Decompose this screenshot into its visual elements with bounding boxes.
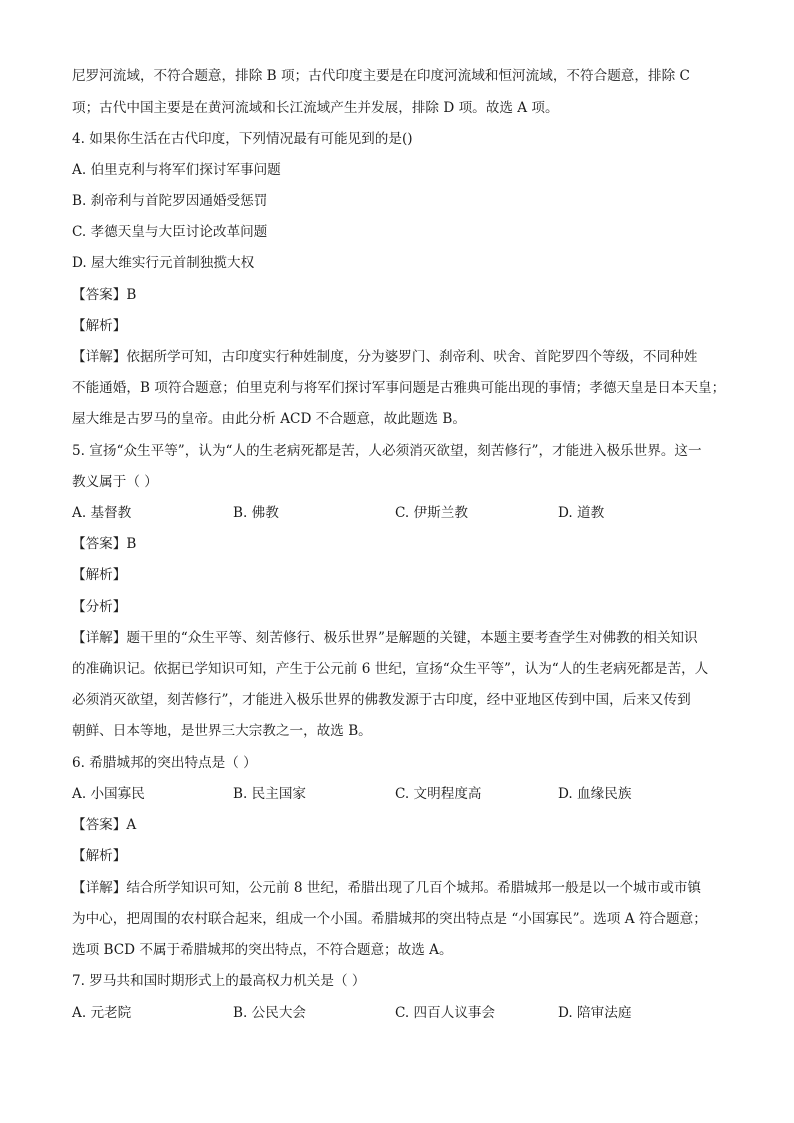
question-5-option-a: A. 基督教 (72, 505, 132, 521)
question-7-stem: 7. 罗马共和国时期形式上的最高权力机关是（ ） (72, 973, 366, 989)
question-5-detail-line: 【详解】题干里的“众生平等、刻苦修行、极乐世界”是解题的关键，本题主要考查学生对佛教的相关知识 (72, 630, 698, 646)
question-6-option-d: D. 血缘民族 (558, 786, 632, 802)
question-6-detail-line: 选项 BCD 不属于希腊城邦的突出特点，不符合题意；故选 A。 (72, 942, 453, 958)
question-5-detail-line: 必须消灭欲望，刻苦修行”，才能进入极乐世界的佛教发源于古印度，经中亚地区传到中国，后来又传到 (72, 692, 691, 708)
question-5-fenxi-heading: 【分析】 (72, 599, 127, 615)
question-7-option-d: D. 陪审法庭 (558, 1005, 632, 1021)
question-5-option-d: D. 道教 (558, 505, 605, 521)
question-6-answer: 【答案】A (72, 817, 137, 833)
question-7-option-c: C. 四百人议事会 (395, 1005, 496, 1021)
question-6-option-c: C. 文明程度高 (395, 786, 482, 802)
question-4-answer: 【答案】B (72, 287, 137, 303)
question-5-stem-line: 教义属于（ ） (72, 474, 158, 490)
question-4-detail-line: 屋大维是古罗马的皇帝。由此分析 ACD 不合题意，故此题选 B。 (72, 411, 466, 427)
question-5-option-c: C. 伊斯兰教 (395, 505, 468, 521)
question-7-option-a: A. 元老院 (72, 1005, 132, 1021)
question-6-detail-line: 为中心，把周围的农村联合起来，组成一个小国。希腊城邦的突出特点是 “小国寡民”。选项 A 符合题意； (72, 911, 707, 927)
question-5-answer: 【答案】B (72, 536, 137, 552)
text-line: 尼罗河流域，不符合题意，排除 B 项；古代印度主要是在印度河流域和恒河流域，不符合题意，排除 C (72, 68, 690, 84)
question-7-option-b: B. 公民大会 (233, 1005, 307, 1021)
question-5-stem-line: 5. 宣扬“众生平等”，认为“人的生老病死都是苦，人必须消灭欲望，刻苦修行”，才能进入极乐世界。这一 (72, 443, 702, 459)
question-4-detail-line: 不能通婚，B 项符合题意；伯里克利与将军们探讨军事问题是古雅典可能出现的事情；孝德天皇是日本天皇； (72, 380, 726, 396)
question-5-analysis-heading: 【解析】 (72, 567, 127, 583)
question-4-stem: 4. 如果你生活在古代印度，下列情况最有可能见到的是() (72, 131, 413, 147)
question-6-detail-line: 【详解】结合所学知识可知，公元前 8 世纪，希腊出现了几百个城邦。希腊城邦一般是以一个城市或市镇 (72, 880, 702, 896)
question-5-detail-line: 的准确识记。依据已学知识可知，产生于公元前 6 世纪，宣扬“众生平等”，认为“人的生老病死都是苦，人 (72, 661, 709, 677)
question-4-option-d: D. 屋大维实行元首制独揽大权 (72, 255, 255, 271)
question-4-analysis-heading: 【解析】 (72, 318, 127, 334)
question-5-option-b: B. 佛教 (233, 505, 279, 521)
question-6-option-a: A. 小国寡民 (72, 786, 145, 802)
question-4-option-b: B. 刹帝利与首陀罗因通婚受惩罚 (72, 193, 268, 209)
question-5-detail-line: 朝鲜、日本等地，是世界三大宗教之一，故选 B。 (72, 723, 372, 739)
question-4-option-a: A. 伯里克利与将军们探讨军事问题 (72, 162, 281, 178)
question-6-stem: 6. 希腊城邦的突出特点是（ ） (72, 755, 257, 771)
question-4-detail-line: 【详解】依据所学可知，古印度实行种姓制度，分为婆罗门、刹帝利、吠舍、首陀罗四个等级，不同种姓 (72, 349, 698, 365)
text-line: 项；古代中国主要是在黄河流域和长江流域产生并发展，排除 D 项。故选 A 项。 (72, 100, 559, 116)
question-6-option-b: B. 民主国家 (233, 786, 307, 802)
question-4-option-c: C. 孝德天皇与大臣讨论改革问题 (72, 224, 268, 240)
question-6-analysis-heading: 【解析】 (72, 848, 127, 864)
